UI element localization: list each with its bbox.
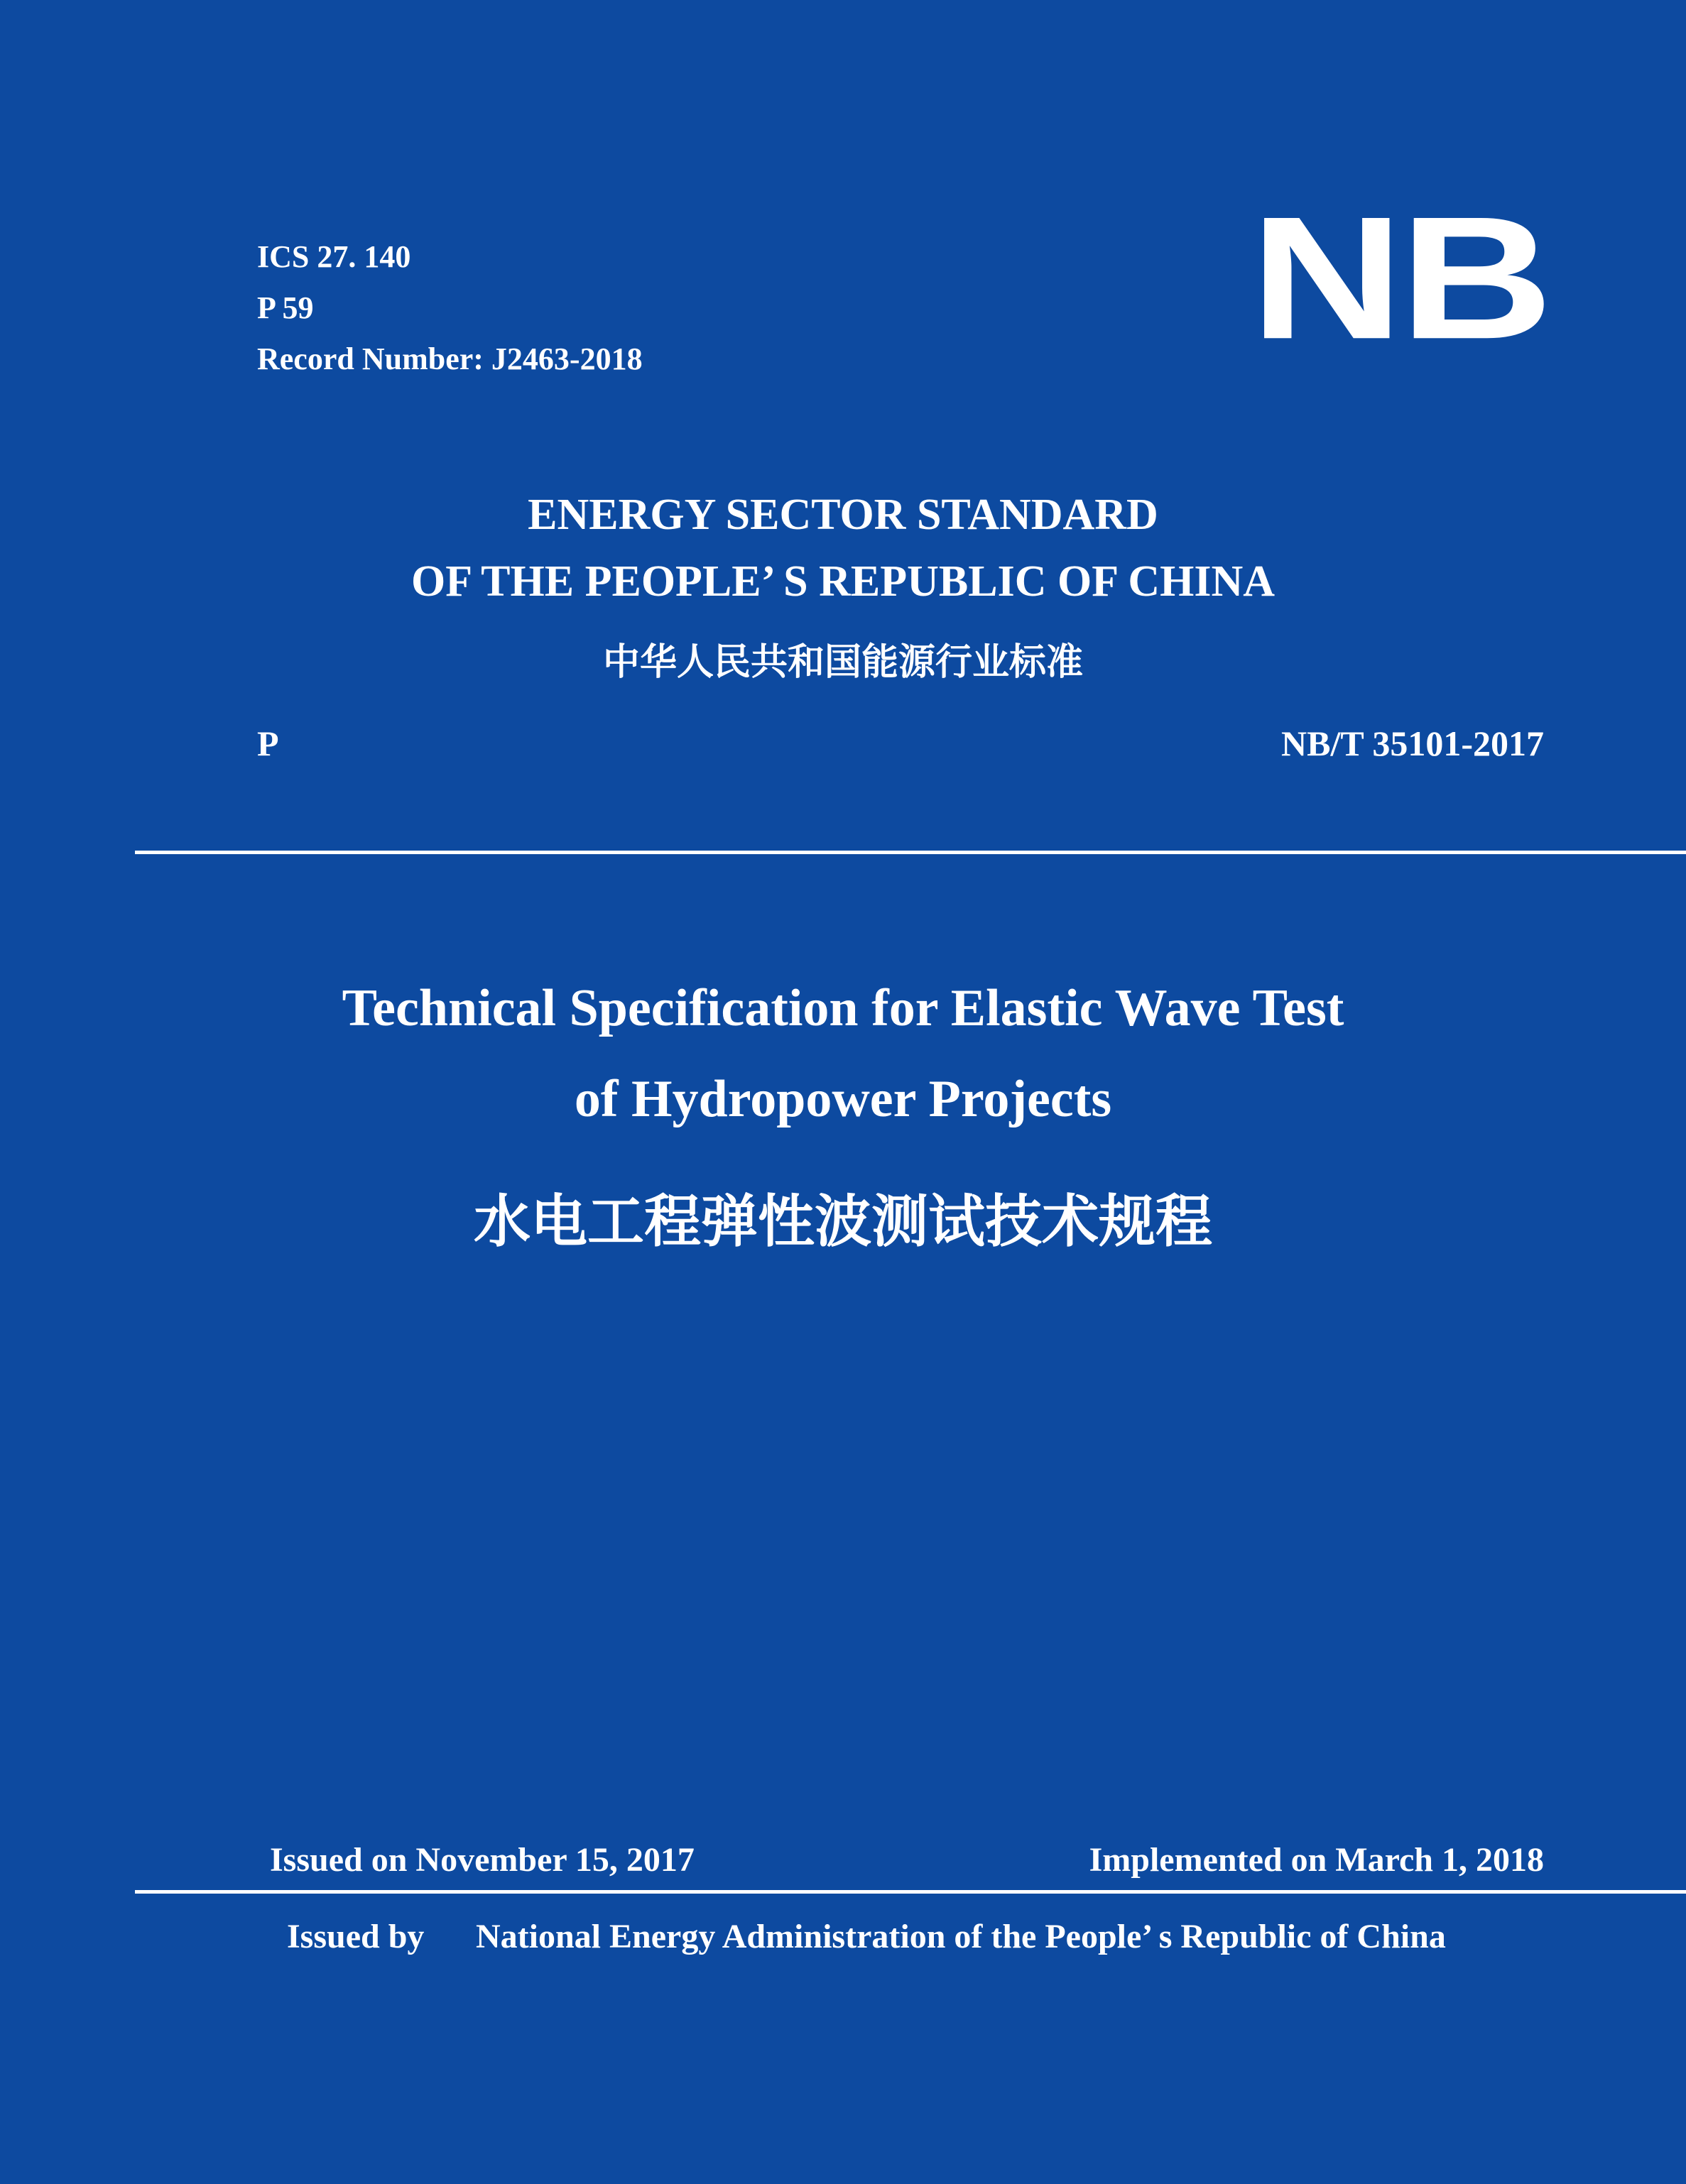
bottom-divider	[135, 1890, 1686, 1894]
document-title-line1: Technical Specification for Elastic Wave Test	[342, 979, 1344, 1037]
issued-date: Issued on November 15, 2017	[270, 1841, 695, 1879]
sector-title-chinese: 中华人民共和国能源行业标准	[602, 641, 1083, 684]
record-number: Record Number: J2463-2018	[257, 342, 643, 376]
sector-title-line1: ENERGY SECTOR STANDARD	[528, 491, 1158, 539]
document-title-chinese: 水电工程弹性波测试技术规程	[474, 1189, 1212, 1255]
document-title-line2: of Hydropower Projects	[574, 1070, 1112, 1128]
ics-code: ICS 27. 140	[257, 239, 411, 274]
nb-logo: NB	[1250, 180, 1550, 376]
standard-category: P	[257, 724, 279, 763]
standard-number: NB/T 35101-2017	[1281, 724, 1544, 763]
ccs-code: P 59	[257, 290, 314, 325]
implemented-date: Implemented on March 1, 2018	[1089, 1841, 1544, 1879]
sector-title-line2: OF THE PEOPLE’ S REPUBLIC OF CHINA	[410, 557, 1276, 606]
top-divider	[135, 851, 1686, 854]
issuer-name: National Energy Administration of the People’ s Republic of China	[476, 1918, 1446, 1955]
issued-by-label: Issued by	[287, 1918, 425, 1955]
